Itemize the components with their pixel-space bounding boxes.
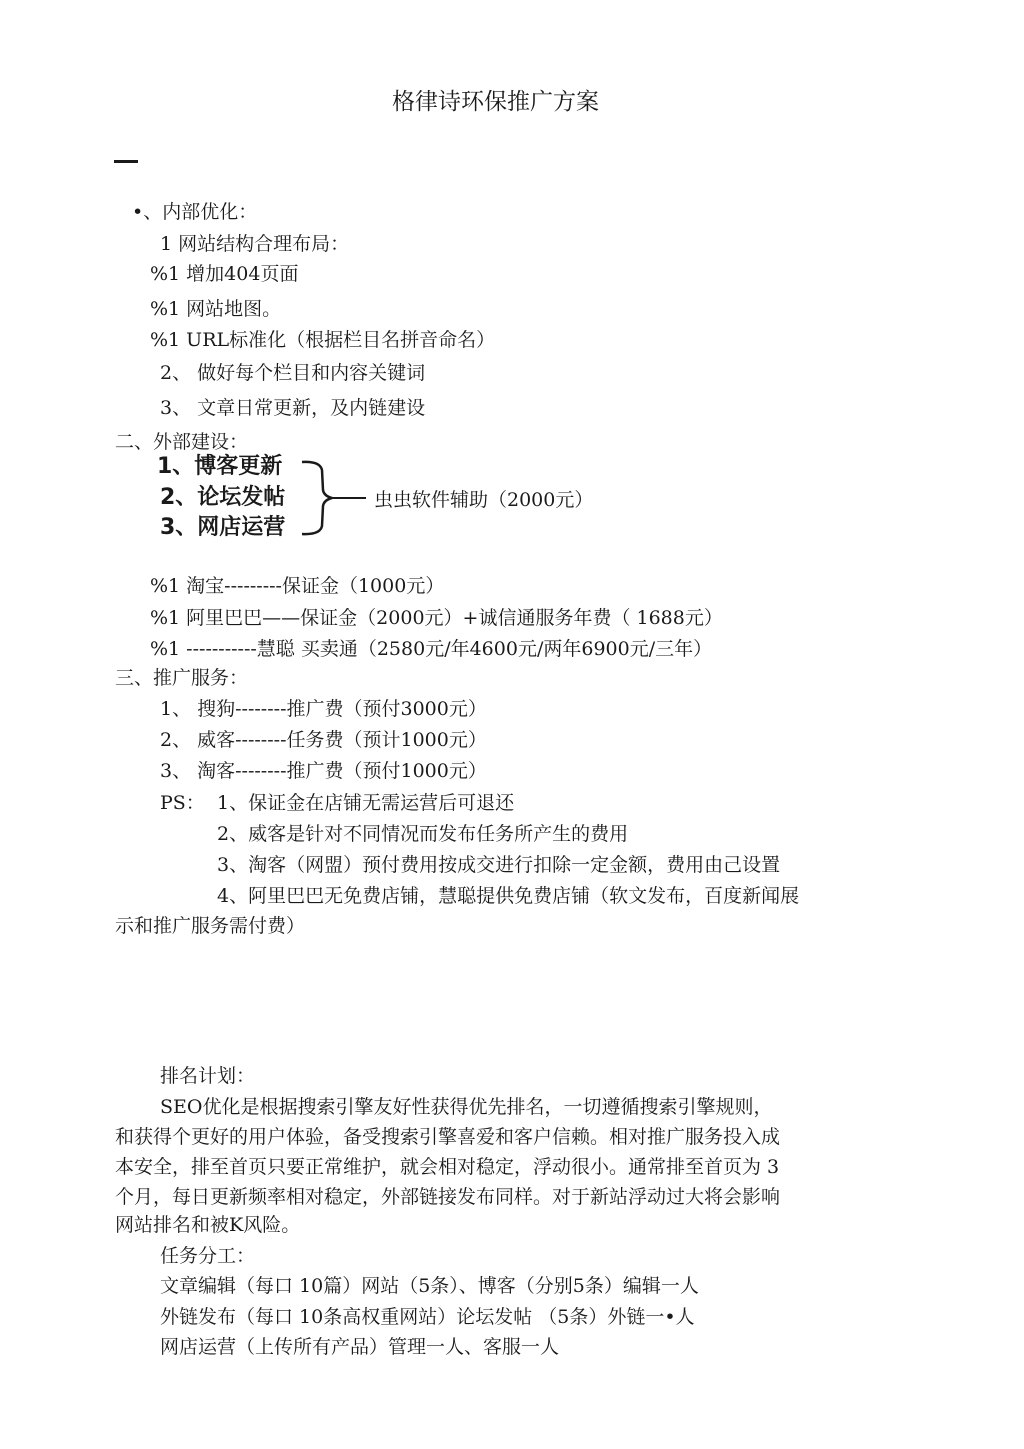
tasks-heading: 任务分工：	[160, 1245, 256, 1267]
section1-item1: 1 网站结构合理布局：	[160, 233, 350, 255]
section3-heading: 三、推广服务：	[115, 667, 249, 689]
task-line-3: 网店运营（上传所有产品）管理一人、客服一人	[160, 1336, 560, 1358]
curly-brace-icon	[298, 458, 368, 538]
ranking-para-line1: SEO优化是根据搜索引擎友好性获得优先排名，一切遵循搜索引擎规则，	[160, 1096, 773, 1118]
brace-note: 虫虫软件辅助（2000元）	[374, 489, 594, 511]
section1-item3: 3、 文章日常更新，及内链建设	[160, 397, 426, 419]
handwritten-item-shop: 3、网店运营	[160, 515, 286, 540]
task-line-2: 外链发布（每口 10条高权重网站）论坛发帖 （5条）外链一•人	[160, 1306, 695, 1328]
section2-line3: %1 -----------慧聪 买卖通（2580元/年4600元/两年6900元/三年）	[150, 638, 713, 660]
section3-item3: 3、 淘客--------推广费（预付1000元）	[160, 760, 487, 782]
ps-note-4: 4、阿里巴巴无免费店铺，慧聪提供免费店铺（软文发布，百度新闻展	[217, 885, 800, 907]
section3-item2: 2、 威客--------任务费（预计1000元）	[160, 729, 487, 751]
ranking-para-line2: 和获得个更好的用户体验，备受搜索引擎喜爱和客户信赖。相对推广服务投入成	[115, 1126, 781, 1148]
ps-note-1: 1、保证金在店铺无需运营后可退还	[217, 792, 515, 814]
ranking-para-line3: 本安全，排至首页只要正常维护，就会相对稳定，浮动很小。通常排至首页为 3	[115, 1156, 780, 1178]
section1-sub3: %1 URL标准化（根据栏目名拼音命名）	[150, 329, 496, 351]
handwritten-item-forum: 2、论坛发帖	[160, 485, 286, 510]
section2-line2: %1 阿里巴巴——保证金（2000元）+诚信通服务年费（ 1688元）	[150, 607, 723, 629]
section3-item1: 1、 搜狗--------推广费（预付3000元）	[160, 698, 487, 720]
section1-heading: •、内部优化：	[132, 201, 258, 223]
ps-label: PS：	[160, 792, 205, 814]
ranking-para-line4: 个月，每日更新频率相对稳定，外部链接发布同样。对于新站浮动过大将会影响	[115, 1186, 781, 1208]
section1-sub2: %1 网站地图。	[150, 298, 282, 320]
section-one-mark	[114, 160, 138, 163]
ranking-heading: 排名计划：	[160, 1065, 256, 1087]
ranking-para-line5: 网站排名和被K风险。	[115, 1214, 301, 1236]
section1-sub1: %1 增加404页面	[150, 263, 299, 285]
ps-note-3: 3、淘客（网盟）预付费用按成交进行扣除一定金额，费用由己设置	[217, 854, 781, 876]
ps-note-2: 2、威客是针对不同情况而发布任务所产生的费用	[217, 823, 629, 845]
section1-item2: 2、 做好每个栏目和内容关键词	[160, 362, 426, 384]
task-line-1: 文章编辑（每口 10篇）网站（5条）、博客（分别5条）编辑一人	[160, 1275, 699, 1297]
section2-heading: 二、外部建设：	[115, 431, 249, 453]
doc-title: 格律诗环保推广方案	[392, 89, 599, 115]
ps-note-4-cont: 示和推广服务需付费）	[115, 915, 306, 937]
handwritten-item-blog: 1、博客更新	[157, 454, 283, 479]
section2-line1: %1 淘宝---------保证金（1000元）	[150, 575, 445, 597]
